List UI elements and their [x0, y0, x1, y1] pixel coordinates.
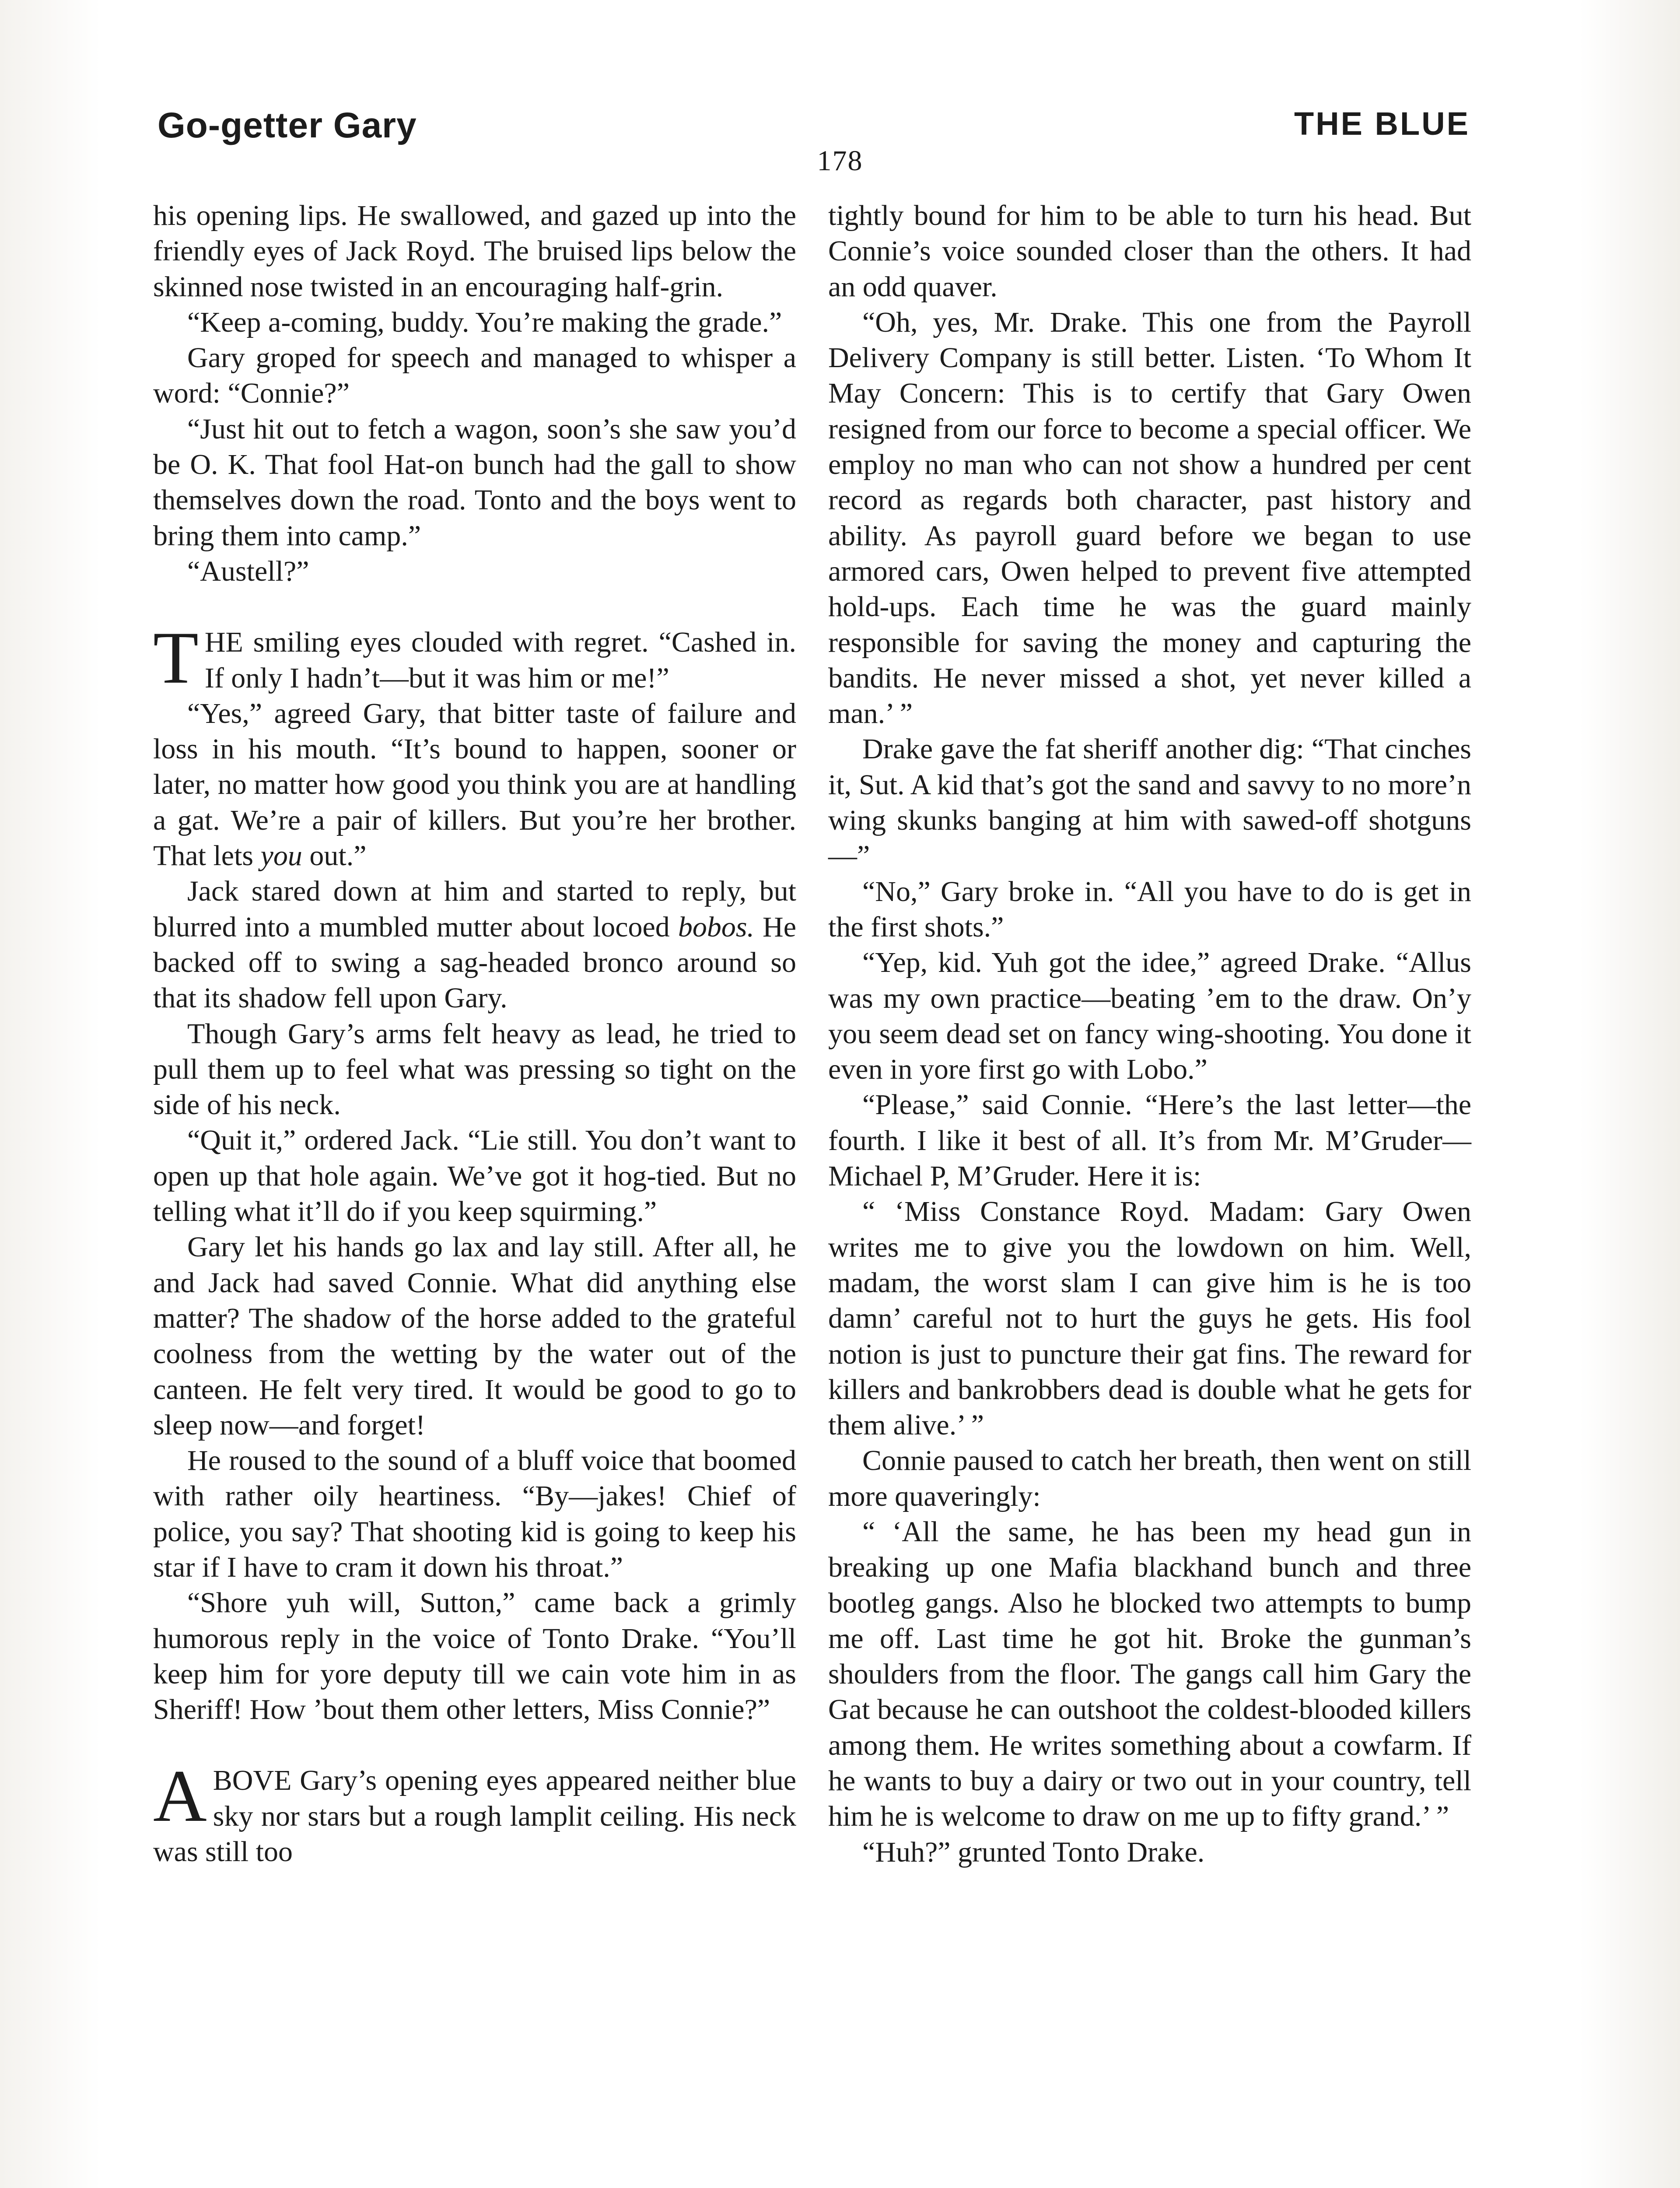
paragraph: his opening lips. He swallowed, and gazed up into the friendly eyes of Jack Royd. The bruised lips below the skinned nose twisted in an encouraging half-grin. — [153, 200, 796, 303]
drop-cap: T — [153, 617, 199, 699]
right-column — [828, 198, 1471, 1870]
emphasis-text: you — [260, 840, 302, 872]
paragraph: “Austell?” — [187, 555, 309, 587]
paragraph-text: He backed off to swing a sag-headed bronco around so that its shadow fell upon Gary. — [153, 911, 796, 1014]
paragraph-text: Jack stared down at him and started to reply, but blurred into a mumbled mutter about locoed — [153, 875, 796, 943]
emphasis-text: bobos. — [678, 911, 755, 943]
magazine-name: THE BLUE — [1294, 105, 1470, 142]
paragraph — [153, 873, 796, 1016]
page-number: 178 — [817, 145, 863, 177]
drop-cap: A — [153, 1755, 207, 1837]
paragraph: tightly bound for him to be able to turn his head. But Connie’s voice sounded closer than the others. It had an odd quaver. — [828, 200, 1471, 303]
paragraph-with-drop-cap — [153, 617, 796, 699]
paragraph: “Huh?” grunted Tonto Drake. — [862, 1836, 1205, 1868]
paragraph: “Quit it,” ordered Jack. “Lie still. You don’t want to open up that hole again. We’ve got it hog-tied. But no telling what it’ll do if you keep squirming.” — [153, 1124, 796, 1228]
paragraph-text: out.” — [302, 840, 367, 872]
paragraph: “No,” Gary broke in. “All you have to do is get in the first shots.” — [828, 875, 1471, 943]
paragraph: “Please,” said Connie. “Here’s the last letter—the fourth. I like it best of all. It’s from Mr. M’Gruder—Michael P, M’Gruder. Here it is: — [828, 1089, 1471, 1192]
paragraph: “Yep, kid. Yuh got the idee,” agreed Drake. “Allus was my own practice—beating ’em to the draw. On’y you seem dead set on fancy wing-shooting. You done it even in yore first go with Lobo.” — [828, 947, 1471, 1086]
left-column — [153, 198, 796, 1869]
paragraph: “Oh, yes, Mr. Drake. This one from the Payroll Delivery Company is still better. Listen. ‘To Whom It May Concern: This is to certify that Gary Owen resigned from our force to become a special officer. We employ no man who can not show a hundred per cent record as regards both character, past history and ability. As payroll guard before we began to use armored cars, Owen helped to prevent five attempted hold-ups. Each time he was the guard mainly responsible for saving the money and capturing the bandits. He never missed a shot, yet never killed a man.’ ” — [828, 306, 1471, 730]
paragraph: “Keep a-coming, buddy. You’re making the grade.” — [187, 306, 782, 338]
paragraph-text: “Yes,” agreed Gary, that bitter taste of failure and loss in his mouth. “It’s bound to happen, sooner or later, no matter how good you think you are at handling a gat. We’re a pair of killers. But you’re her brother. That lets — [153, 697, 796, 872]
paragraph: Though Gary’s arms felt heavy as lead, he tried to pull them up to feel what was pressing so tight on the side of his neck. — [153, 1017, 796, 1121]
paragraph: Drake gave the fat sheriff another dig: “That cinches it, Sut. A kid that’s got the sand and savvy to no more’n wing skunks banging at him with sawed-off shotguns—” — [828, 733, 1471, 872]
paragraph: He roused to the sound of a bluff voice that boomed with rather oily heartiness. “By—jakes! Chief of police, you say? That shooting kid is going to keep his star if I have to cram it down his throat.” — [153, 1445, 796, 1583]
paragraph: “ ‘Miss Constance Royd. Madam: Gary Owen writes me to give you the lowdown on him. Well, madam, the worst slam I can give him is he is too damn’ careful not to hurt the guys he gets. His fool notion is just to puncture their gat fins. The reward for killers and bankrobbers dead is double what he gets for them alive.’ ” — [828, 1196, 1471, 1441]
paragraph: “Shore yuh will, Sutton,” came back a grimly humorous reply in the voice of Tonto Drake. “You’ll keep him for yore deputy till we cain vote him in as Sheriff! How ’bout them other letters, Miss Connie?” — [153, 1587, 796, 1726]
story-title: Go-getter Gary — [158, 105, 417, 145]
paragraph-with-drop-cap — [153, 1755, 796, 1869]
paragraph — [153, 696, 796, 873]
paragraph: “Just hit out to fetch a wagon, soon’s she saw you’d be O. K. That fool Hat-on bunch had the gall to show themselves down the road. Tonto and the boys went to bring them into camp.” — [153, 413, 796, 552]
paragraph: Gary groped for speech and managed to whisper a word: “Connie?” — [153, 342, 796, 410]
paragraph: Gary let his hands go lax and lay still. After all, he and Jack had saved Connie. What did anything else matter? The shadow of the horse added to the grateful coolness from the wetting by the water out of the canteen. He felt very tired. It would be good to go to sleep now—and forget! — [153, 1231, 796, 1441]
paragraph: “ ‘All the same, he has been my head gun in breaking up one Mafia blackhand bunch and three bootleg gangs. Also he blocked two attempts to bump me off. Last time he got hit. Broke the gunman’s shoulders from the floor. The gangs call him Gary the Gat because he can outshoot the coldest-blooded killers among them. He writes something about a cowfarm. If he wants to buy a dairy or two out in your country, tell him he is welcome to draw on me up to fifty grand.’ ” — [828, 1515, 1471, 1833]
paragraph-text: BOVE Gary’s opening eyes appeared neither blue sky nor stars but a rough lamplit ceiling. His neck was still too — [153, 1764, 796, 1868]
paragraph: Connie paused to catch her breath, then went on still more quaveringly: — [828, 1445, 1471, 1512]
paragraph-text: HE smiling eyes clouded with regret. “Cashed in. If only I hadn’t—but it was him or me!” — [204, 626, 796, 694]
